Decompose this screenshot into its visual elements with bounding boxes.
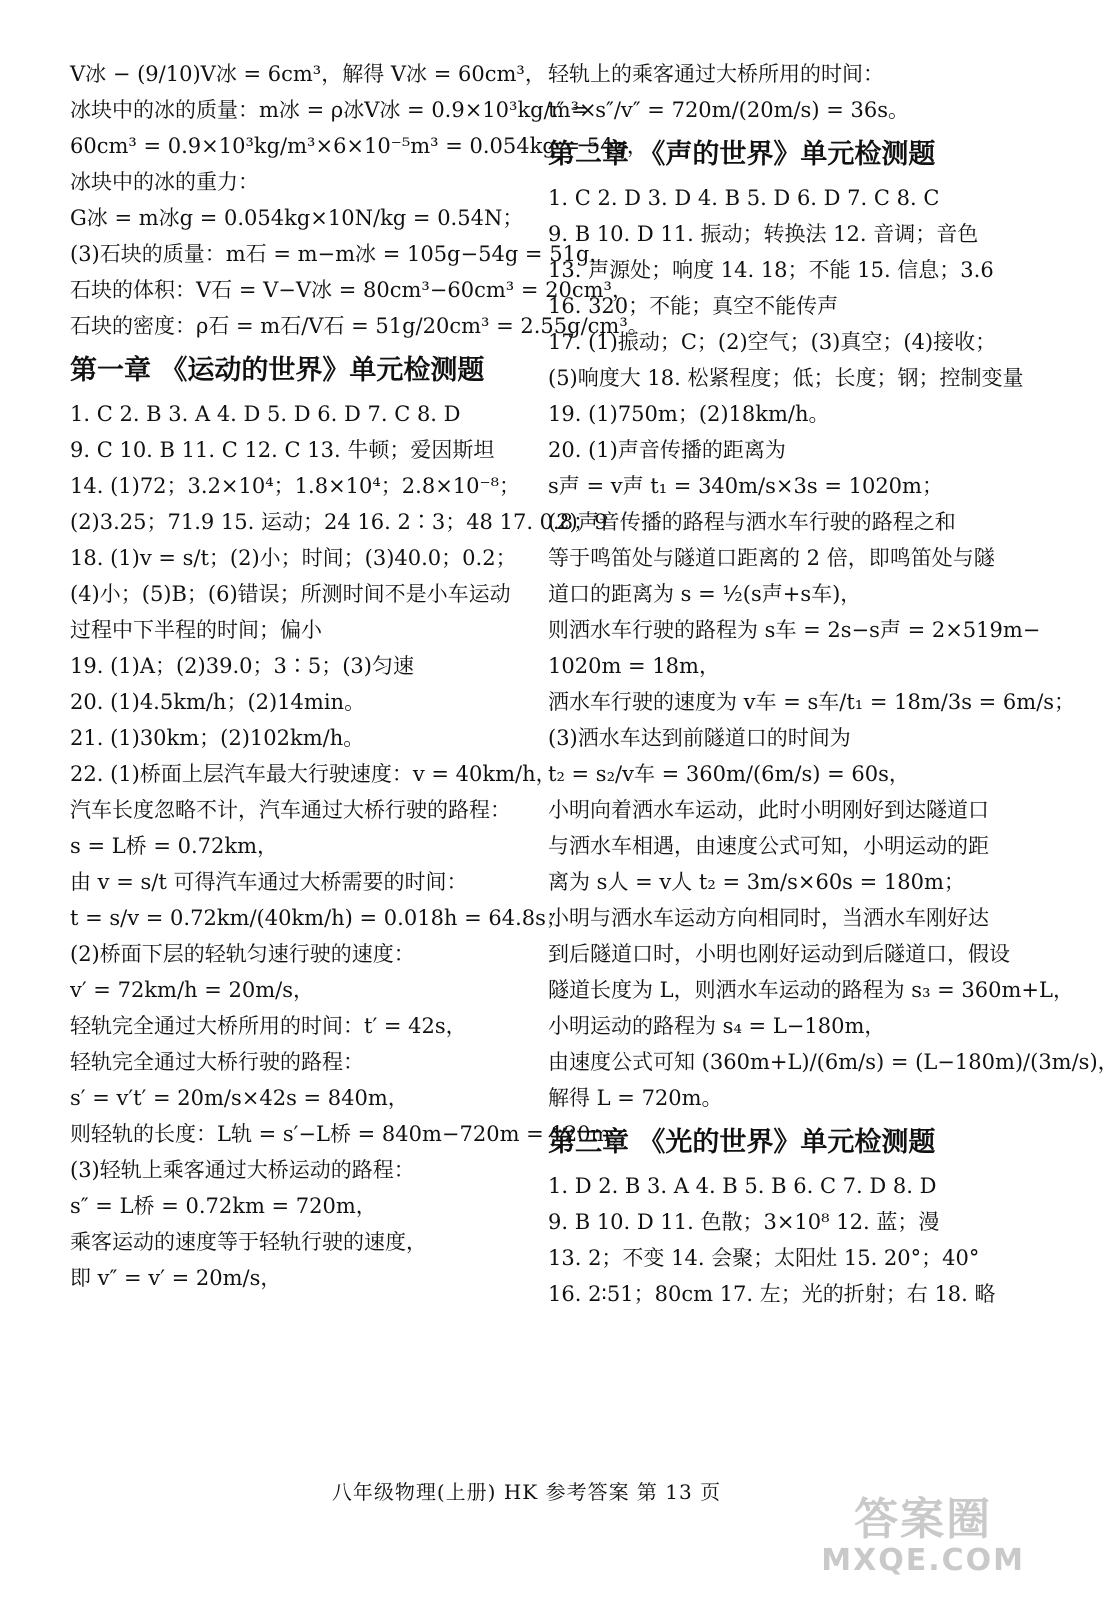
answer-line: 14. (1)72；3.2×10⁴；1.8×10⁴；2.8×10⁻⁸； [70, 474, 521, 498]
watermark-bottom-text: MXQE.COM [821, 1543, 1025, 1578]
watermark-top-text: 答案圈 [854, 1494, 993, 1545]
answer-line: s声 = v声 t₁ = 340m/s×3s = 1020m； [548, 474, 943, 498]
answer-line: 由速度公式可知 (360m+L)/(6m/s) = (L−180m)/(3m/s)， [548, 1050, 1119, 1074]
answer-line: 9. C 10. B 11. C 12. C 13. 牛顿；爱因斯坦 [70, 438, 495, 462]
answer-line: 道口的距离为 s = ½(s声+s车)， [548, 582, 862, 606]
answer-line: 小明运动的路程为 s₄ = L−180m， [548, 1014, 886, 1038]
answer-line: 9. B 10. D 11. 色散；3×10⁸ 12. 蓝；漫 [548, 1210, 940, 1234]
answer-line: t₂ = s₂/v车 = 360m/(6m/s) = 60s， [548, 762, 910, 786]
answer-line: 石块的密度：ρ石 = m石/V石 = 51g/20cm³ = 2.55g/cm³。 [70, 314, 649, 338]
answer-line: 冰块中的冰的重力： [70, 170, 259, 194]
answer-line: 与洒水车相遇，由速度公式可知，小明运动的距 [548, 834, 989, 858]
answer-line: 洒水车行驶的速度为 v车 = s车/t₁ = 18m/3s = 6m/s； [548, 690, 1076, 714]
answer-line: 小明与洒水车运动方向相同时，当洒水车刚好达 [548, 906, 989, 930]
answer-line: 22. (1)桥面上层汽车最大行驶速度：v = 40km/h， [70, 762, 557, 786]
watermark-logo [821, 1496, 1025, 1578]
answer-line: s″ = L桥 = 0.72km = 720m， [70, 1194, 377, 1218]
answer-line: 19. (1)750m；(2)18km/h。 [548, 402, 830, 426]
chapter-heading: 第一章 《运动的世界》单元检测题 [70, 355, 485, 386]
answer-line: 9. B 10. D 11. 振动；转换法 12. 音调；音色 [548, 222, 979, 246]
answer-line: (4)小；(5)B；(6)错误；所测时间不是小车运动 [70, 582, 511, 606]
answer-line: s = L桥 = 0.72km， [70, 834, 279, 858]
answer-line: (2)桥面下层的轻轨匀速行驶的速度： [70, 942, 415, 966]
answer-line: 16. 320；不能；真空不能传声 [548, 294, 839, 318]
answer-line: 石块的体积：V石 = V−V冰 = 80cm³−60cm³ = 20cm³， [70, 278, 633, 302]
page-footer: 八年级物理(上册) HK 参考答案 第 13 页 [331, 1480, 722, 1504]
answer-line: 17. (1)振动；C；(2)空气；(3)真空；(4)接收； [548, 330, 997, 354]
answer-line: V冰 − (9/10)V冰 = 6cm³，解得 V冰 = 60cm³， [70, 62, 546, 86]
answer-line: 1. D 2. B 3. A 4. B 5. B 6. C 7. D 8. D [548, 1174, 937, 1198]
answer-line: 1020m = 18m， [548, 654, 720, 678]
chapter-heading: 第二章 《声的世界》单元检测题 [548, 139, 936, 170]
right-column [548, 56, 1119, 1312]
answer-line: 则轻轨的长度：L轨 = s′−L桥 = 840m−720m = 120m； [70, 1122, 632, 1146]
answer-line: 解得 L = 720m。 [548, 1086, 723, 1110]
answer-line: 离为 s人 = v人 t₂ = 3m/s×60s = 180m； [548, 870, 965, 894]
answer-line: (3)轻轨上乘客通过大桥运动的路程： [70, 1158, 415, 1182]
answer-line: 19. (1)A；(2)39.0；3∶5；(3)匀速 [70, 654, 414, 678]
answer-line: 汽车长度忽略不计，汽车通过大桥行驶的路程： [70, 798, 511, 822]
answer-line: 则洒水车行驶的路程为 s车 = 2s−s声 = 2×519m− [548, 618, 1041, 642]
answer-line: (3)石块的质量：m石 = m−m冰 = 105g−54g = 51g， [70, 242, 611, 266]
answer-line: 20. (1)声音传播的距离为 [548, 438, 786, 462]
answer-line: 等于鸣笛处与隧道口距离的 2 倍，即鸣笛处与隧 [548, 546, 995, 570]
answer-line: 13. 2；不变 14. 会聚；太阳灶 15. 20°；40° [548, 1246, 980, 1270]
answer-line: 隧道长度为 L，则洒水车运动的路程为 s₃ = 360m+L， [548, 978, 1074, 1002]
answer-line: 60cm³ = 0.9×10³kg/m³×6×10⁻⁵m³ = 0.054kg = 54g， [70, 134, 648, 158]
answer-line: 20. (1)4.5km/h；(2)14min。 [70, 690, 366, 714]
answer-line: (5)响度大 18. 松紧程度；低；长度；钢；控制变量 [548, 366, 1024, 390]
chapter-heading: 第三章 《光的世界》单元检测题 [548, 1127, 936, 1158]
answer-line: 小明向着洒水车运动，此时小明刚好到达隧道口 [548, 798, 989, 822]
answer-line: 轻轨上的乘客通过大桥所用的时间： [548, 62, 884, 86]
answer-line: 18. (1)v = s/t；(2)小；时间；(3)40.0；0.2； [70, 546, 517, 570]
answer-line: 即 v″ = v′ = 20m/s， [70, 1266, 282, 1290]
answer-line: G冰 = m冰g = 0.054kg×10N/kg = 0.54N； [70, 206, 524, 230]
answer-line: 冰块中的冰的质量：m冰 = ρ冰V冰 = 0.9×10³kg/m³× [70, 98, 597, 122]
answer-line: 1. C 2. B 3. A 4. D 5. D 6. D 7. C 8. D [70, 402, 461, 426]
answer-line: 13. 声源处；响度 14. 18；不能 15. 信息；3.6 [548, 258, 994, 282]
answer-line: (2)声音传播的路程与洒水车行驶的路程之和 [548, 510, 956, 534]
answer-line: 轻轨完全通过大桥所用的时间：t′ = 42s， [70, 1014, 467, 1038]
answer-line: 到后隧道口时，小明也刚好运动到后隧道口，假设 [548, 942, 1010, 966]
answer-line: (3)洒水车达到前隧道口的时间为 [548, 726, 851, 750]
answer-line: t = s/v = 0.72km/(40km/h) = 0.018h = 64.8s； [70, 906, 567, 930]
answer-line: 由 v = s/t 可得汽车通过大桥需要的时间： [70, 870, 468, 894]
answer-line: 1. C 2. D 3. D 4. B 5. D 6. D 7. C 8. C [548, 186, 940, 210]
answer-line: (2)3.25；71.9 15. 运动；24 16. 2∶3；48 17. 0.8；9 [70, 510, 608, 534]
answer-line: v′ = 72km/h = 20m/s， [70, 978, 314, 1002]
answer-line: t″ = s″/v″ = 720m/(20m/s) = 36s。 [548, 98, 909, 122]
answer-line: 轻轨完全通过大桥行驶的路程： [70, 1050, 364, 1074]
answer-line: 过程中下半程的时间；偏小 [70, 618, 322, 642]
answer-line: 16. 2∶51；80cm 17. 左；光的折射；右 18. 略 [548, 1282, 996, 1306]
answer-line: 21. (1)30km；(2)102km/h。 [70, 726, 365, 750]
answer-line: 乘客运动的速度等于轻轨行驶的速度， [70, 1230, 427, 1254]
answer-line: s′ = v′t′ = 20m/s×42s = 840m， [70, 1086, 409, 1110]
